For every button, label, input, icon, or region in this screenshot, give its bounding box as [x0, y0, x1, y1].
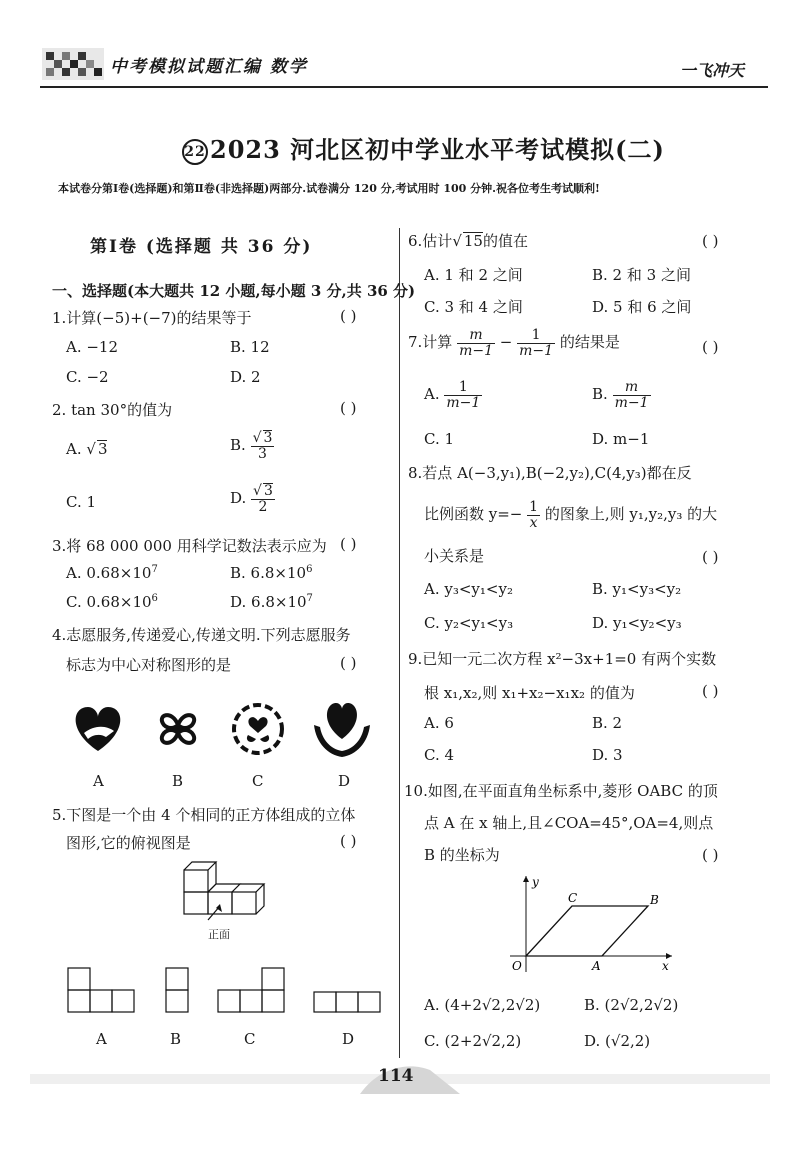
q4-label-c: C [252, 772, 264, 790]
q5-view-a [68, 968, 134, 1012]
q5-label-d: D [342, 1030, 355, 1048]
q4-stem-line2: 标志为中心对称图形的是 [66, 656, 232, 674]
section-title: 第Ⅰ卷 (选择题 共 36 分) [90, 237, 313, 257]
q10-option-c: C. (2+2√2,2) [424, 1032, 522, 1050]
q4-label-a: A [93, 772, 104, 790]
paper-number-badge: 22 [182, 139, 208, 165]
q4-logos [60, 694, 390, 764]
q2-answer-paren: ( ) [340, 399, 357, 417]
q6-option-d: D. 5 和 6 之间 [592, 298, 692, 316]
q10-option-d: D. (√2,2) [584, 1032, 651, 1050]
q9-stem-line1: 9.已知一元二次方程 x²−3x+1=0 有两个实数 [408, 650, 717, 668]
q4-logo-b [162, 715, 194, 743]
q9-option-b: B. 2 [592, 714, 623, 732]
q10-rhombus [526, 906, 648, 956]
q7-option-d: D. m−1 [592, 430, 650, 448]
page-number: 114 [378, 1066, 414, 1086]
q10-label-o: O [512, 959, 522, 973]
q2-option-d: D. $\frac{√ 3}{2}$ [230, 483, 273, 516]
q7-stem: 7.计算 $\frac{m}{m-1}$ − $\frac{1}{m-1}$ 的结果是 [408, 327, 620, 359]
q6-option-b: B. 2 和 3 之间 [592, 266, 691, 284]
q7-option-b: B. $\frac{m}{m-1}$ [592, 379, 649, 411]
q2-stem: 2. tan 30°的值为 [52, 401, 173, 419]
q7-option-c: C. 1 [424, 430, 455, 448]
q4-label-d: D [338, 772, 351, 790]
q10-label-c: C [568, 891, 578, 905]
q1-option-c: C. −2 [66, 368, 109, 386]
header-brand: 一飞冲天 [680, 61, 745, 80]
q5-top-views [64, 964, 394, 1014]
q6-option-a: A. 1 和 2 之间 [424, 266, 523, 284]
paper-intro: 本试卷分第Ⅰ卷(选择题)和第Ⅱ卷(非选择题)两部分.试卷满分 120 分,考试用时 100 分钟.祝各位考生考试顺利! [58, 182, 600, 195]
q6-answer-paren: ( ) [702, 232, 719, 250]
q5-label-a: A [96, 1030, 107, 1048]
q10-label-b: B [650, 893, 659, 907]
q10-label-a: A [592, 959, 601, 973]
q9-answer-paren: ( ) [702, 682, 719, 700]
q8-option-d: D. y₁<y₂<y₃ [592, 614, 682, 632]
q7-answer-paren: ( ) [702, 338, 719, 356]
q8-option-b: B. y₁<y₃<y₂ [592, 580, 682, 598]
q8-option-c: C. y₂<y₁<y₃ [424, 614, 514, 632]
q1-option-a: A. −12 [66, 338, 119, 356]
q3-option-b: B. $6.8\times 10^6$ [230, 564, 313, 582]
q5-label-b: B [170, 1030, 182, 1048]
q2-option-b: B. $\frac{√ 3}{3}$ [230, 430, 273, 463]
q5-stem-line2: 图形,它的俯视图是 [66, 834, 191, 852]
q8-stem-line1: 8.若点 A(−3,y₁),B(−2,y₂),C(4,y₃)都在反 [408, 464, 692, 482]
q4-logo-c [234, 705, 282, 753]
q5-view-c [218, 968, 284, 1012]
q2-option-c: C. 1 [66, 493, 97, 511]
header-title: 中考模拟试题汇编 数学 [110, 57, 308, 77]
part-heading: 一、选择题(本大题共 12 小题,每小题 3 分,共 36 分) [52, 282, 416, 300]
q5-front-label: 正面 [208, 928, 230, 941]
q4-logo-d [314, 703, 370, 757]
q5-front-arrow [204, 900, 228, 924]
q8-answer-paren: ( ) [702, 548, 719, 566]
q1-answer-paren: ( ) [340, 307, 357, 325]
column-divider [399, 228, 400, 1058]
q8-option-a: A. y₃<y₁<y₂ [424, 580, 513, 598]
q5-view-d [314, 992, 380, 1012]
q10-stem-line2: 点 A 在 x 轴上,且∠COA=45°,OA=4,则点 [424, 814, 714, 832]
q2-option-a: A. √ 3 [66, 440, 108, 458]
q9-option-a: A. 6 [424, 714, 454, 732]
q4-answer-paren: ( ) [340, 654, 357, 672]
q1-option-d: D. 2 [230, 368, 261, 386]
q10-option-b: B. (2√2,2√2) [584, 996, 679, 1014]
q8-stem-line3: 小关系是 [424, 547, 485, 565]
q4-logo-a [76, 707, 121, 751]
q9-stem-line2: 根 x₁,x₂,则 x₁+x₂−x₁x₂ 的值为 [424, 684, 635, 702]
q6-option-c: C. 3 和 4 之间 [424, 298, 523, 316]
q4-stem-line1: 4.志愿服务,传递爱心,传递文明.下列志愿服务 [52, 626, 351, 644]
q5-stem-line1: 5.下图是一个由 4 个相同的正方体组成的立体 [52, 806, 356, 824]
q10-label-y: y [532, 875, 539, 889]
paper-title: 22 2023 河北区初中学业水平考试模拟(二) [182, 130, 665, 165]
q1-stem: 1.计算(−5)+(−7)的结果等于 [52, 309, 252, 327]
q5-label-c: C [244, 1030, 256, 1048]
header-rule [40, 86, 768, 88]
q5-answer-paren: ( ) [340, 832, 357, 850]
q10-label-x: x [662, 959, 669, 973]
q6-stem: 6.估计√ 15的值在 [408, 232, 528, 250]
q5-view-b [166, 968, 188, 1012]
header-checker-decoration [42, 48, 104, 80]
q10-stem-line1: 10.如图,在平面直角坐标系中,菱形 OABC 的顶 [404, 782, 718, 800]
q10-option-a: A. (4+2√2,2√2) [424, 996, 541, 1014]
q8-stem-line2: 比例函数 y=− $\frac{1}{x}$ 的图象上,则 y₁,y₂,y₃ 的大 [424, 499, 718, 531]
q3-answer-paren: ( ) [340, 535, 357, 553]
q10-stem-line3: B 的坐标为 [424, 846, 500, 864]
q3-stem: 3.将 68 000 000 用科学记数法表示应为 [52, 537, 327, 555]
q10-rhombus-diagram [506, 872, 678, 976]
q9-option-c: C. 4 [424, 746, 455, 764]
q5-solid-figure [180, 858, 290, 918]
q9-option-d: D. 3 [592, 746, 623, 764]
q10-answer-paren: ( ) [702, 846, 719, 864]
q1-option-b: B. 12 [230, 338, 270, 356]
q3-option-c: C. $0.68\times 10^6$ [66, 593, 158, 611]
q3-option-d: D. $6.8\times 10^7$ [230, 593, 313, 611]
q7-option-a: A. $\frac{1}{m-1}$ [424, 379, 481, 411]
q4-label-b: B [172, 772, 184, 790]
q3-option-a: A. $0.68\times 10^7$ [66, 564, 158, 582]
